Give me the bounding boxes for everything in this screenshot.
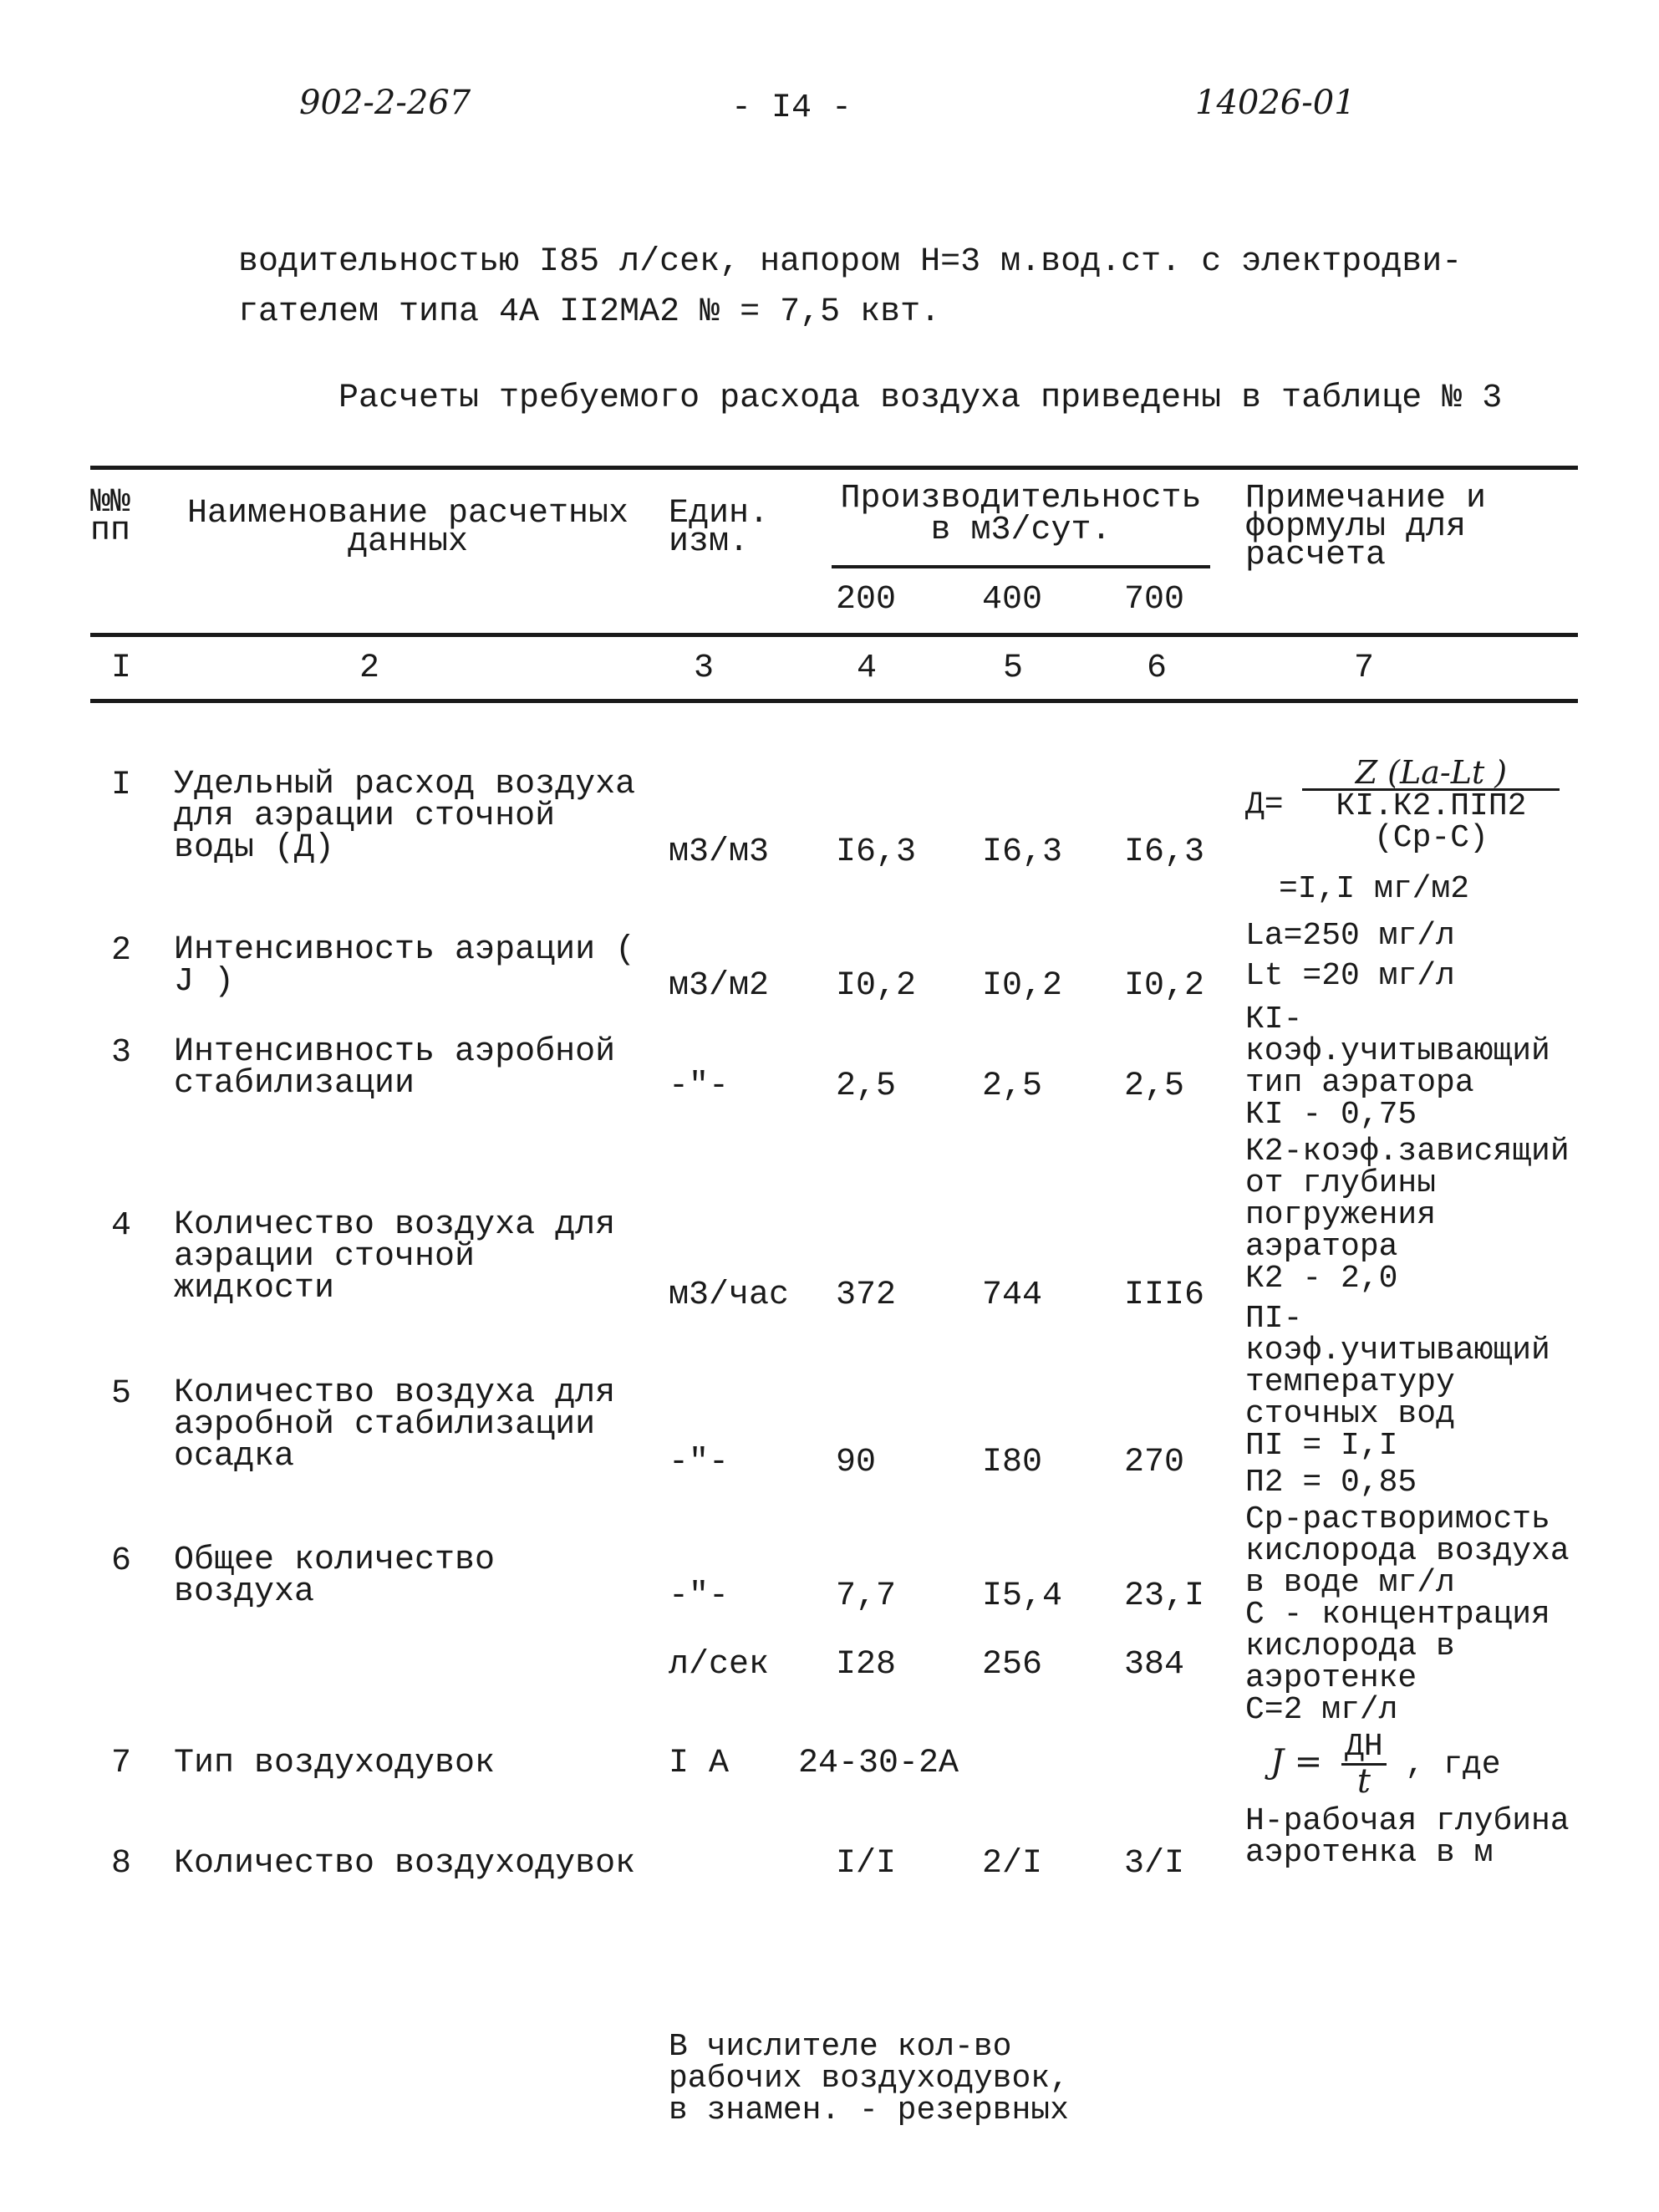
row-value-700: 3/I [1124,1845,1185,1883]
p1-value: ПI = I,I [1245,1428,1398,1464]
row-name: Общее количество воздуха [174,1542,496,1611]
lt-value: Lt =20 мг/л [1245,958,1455,994]
table-caption: Расчеты требуемого расхода воздуха приведены в таблице № 3 [338,380,1503,417]
blower-type: 24-30-2А [798,1745,959,1782]
col-number: 6 [1147,650,1168,687]
header-no: №№ пп [90,484,131,550]
row-unit: м3/м2 [669,967,770,1005]
row-value-200: I28 [836,1646,897,1684]
row-name: Интенсивность аэрации ( J ) [174,931,636,1001]
row-value-400: I6,3 [982,833,1063,871]
h-definition: Н-рабочая глубина аэротенка в м [1245,1803,1570,1871]
row-value-400: 2/I [982,1845,1043,1883]
row-unit: I А [669,1745,730,1782]
row-name: Интенсивность аэробной стабилизации [174,1033,616,1103]
row-value-700: 23,I [1124,1577,1205,1615]
row-value-700: 270 [1124,1444,1185,1481]
header-name: Наименование расчетных данных [186,495,629,561]
cp-definition: Ср-растворимость кислорода воздуха в воде мг/л [1245,1501,1570,1601]
d-formula [1245,754,1575,857]
c-value: С=2 мг/л [1245,1692,1398,1728]
header-unit: Един. изм. [669,495,770,561]
intro-line-2: гателем типа 4А II2МА2 № = 7,5 квт. [238,293,941,331]
row-value-400: 2,5 [982,1068,1043,1105]
row-value-700: I6,3 [1124,833,1205,871]
j-formula [1245,1729,1575,1801]
row-name: Тип воздуходувок [174,1745,496,1782]
row-value-400: 744 [982,1277,1043,1314]
formula-denominator: КI.К2.ПIП2 (Ср-С) [1336,788,1527,856]
row-no: 8 [111,1845,132,1883]
footnote [669,2031,1069,2127]
row-value-700: I0,2 [1124,967,1205,1005]
header-cap-200: 200 [836,581,897,619]
j-rhs: , где [1405,1746,1501,1783]
row-no: 2 [111,932,132,970]
row-name: Количество воздуходувок [174,1845,636,1883]
col-number: 5 [1003,650,1024,687]
capacity-group-rule [832,565,1210,568]
row-unit: -"- [669,1068,730,1105]
j-fraction [1341,1729,1387,1801]
row-no: 5 [111,1375,132,1413]
j-numerator: ДН [1341,1731,1387,1766]
row-value-400: I0,2 [982,967,1063,1005]
document-code: 902-2-267 [299,84,471,122]
sheet-code: 14026-01 [1195,84,1356,122]
header-bottom-rule [90,633,1578,637]
footnote-line: рабочих воздуходувок, [669,2061,1069,2097]
row-unit: -"- [669,1577,730,1615]
row-value-700: III6 [1124,1277,1205,1314]
row-name: Количество воздуха для аэрации сточной жидкости [174,1206,616,1307]
row-no: I [111,767,132,804]
col-number: 4 [857,650,878,687]
row-name: Удельный расход воздуха для аэрации сточной воды (Д) [174,766,636,867]
footnote-line: В числителе кол-во [669,2029,1012,2065]
row-value-200: 372 [836,1277,897,1314]
row-no: 3 [111,1034,132,1072]
p1-definition: ПI- коэф.учитывающий температуру сточных вод [1245,1301,1550,1432]
k1-definition: КI- коэф.учитывающий тип аэратора [1245,1002,1550,1101]
row-value-200: 2,5 [836,1068,897,1105]
notes-column [1245,754,1575,1871]
formula-fraction [1302,754,1560,856]
row-value-200: 90 [836,1444,877,1481]
c-definition: С - концентрация кислорода в аэротенке [1245,1597,1550,1696]
header-cap-400: 400 [982,581,1043,619]
k2-value: К2 - 2,0 [1245,1261,1398,1297]
j-denominator: t [1356,1762,1371,1801]
la-value: La=250 мг/л [1245,918,1455,954]
formula-numerator: Z (La-Lt ) [1302,757,1560,791]
formula-lhs: Д= [1245,787,1284,823]
row-unit: л/сек [669,1646,770,1684]
d-value: =I,I мг/м2 [1279,871,1470,907]
row-unit: м3/час [669,1277,790,1314]
header-capacity: Производительность в м3/сут. [840,480,1202,549]
row-value-400: I80 [982,1444,1043,1481]
j-lhs: J = [1270,1742,1323,1781]
row-value-200: I6,3 [836,833,917,871]
k2-definition: К2-коэф.зависящий от глубины погружения аэратора [1245,1134,1570,1265]
row-value-400: I5,4 [982,1577,1063,1615]
intro-line-1: водительностью I85 л/сек, напором Н=3 м.вод.ст. с электродви- [238,243,1463,281]
row-value-400: 256 [982,1646,1043,1684]
row-value-200: 7,7 [836,1577,897,1615]
page-number: - I4 - [731,89,852,127]
row-no: 6 [111,1542,132,1580]
row-no: 4 [111,1207,132,1245]
table-top-rule [90,466,1578,470]
column-number-rule [90,699,1578,703]
col-number: 3 [694,650,715,687]
row-value-200: I/I [836,1845,897,1883]
row-unit: -"- [669,1444,730,1481]
col-number: 2 [359,650,380,687]
row-value-200: I0,2 [836,967,917,1005]
col-number: 7 [1354,650,1375,687]
header-note: Примечание и формулы для расчета [1245,480,1487,574]
row-value-700: 2,5 [1124,1068,1185,1105]
row-value-700: 384 [1124,1646,1185,1684]
p2-value: П2 = 0,85 [1245,1465,1417,1501]
col-number: I [111,650,132,687]
row-unit: м3/м3 [669,833,770,871]
k1-value: КI - 0,75 [1245,1097,1417,1133]
footnote-line: в знамен. - резервных [669,2092,1069,2128]
row-no: 7 [111,1745,132,1782]
header-cap-700: 700 [1124,581,1185,619]
row-name: Количество воздуха для аэробной стабилизации осадка [174,1374,616,1476]
